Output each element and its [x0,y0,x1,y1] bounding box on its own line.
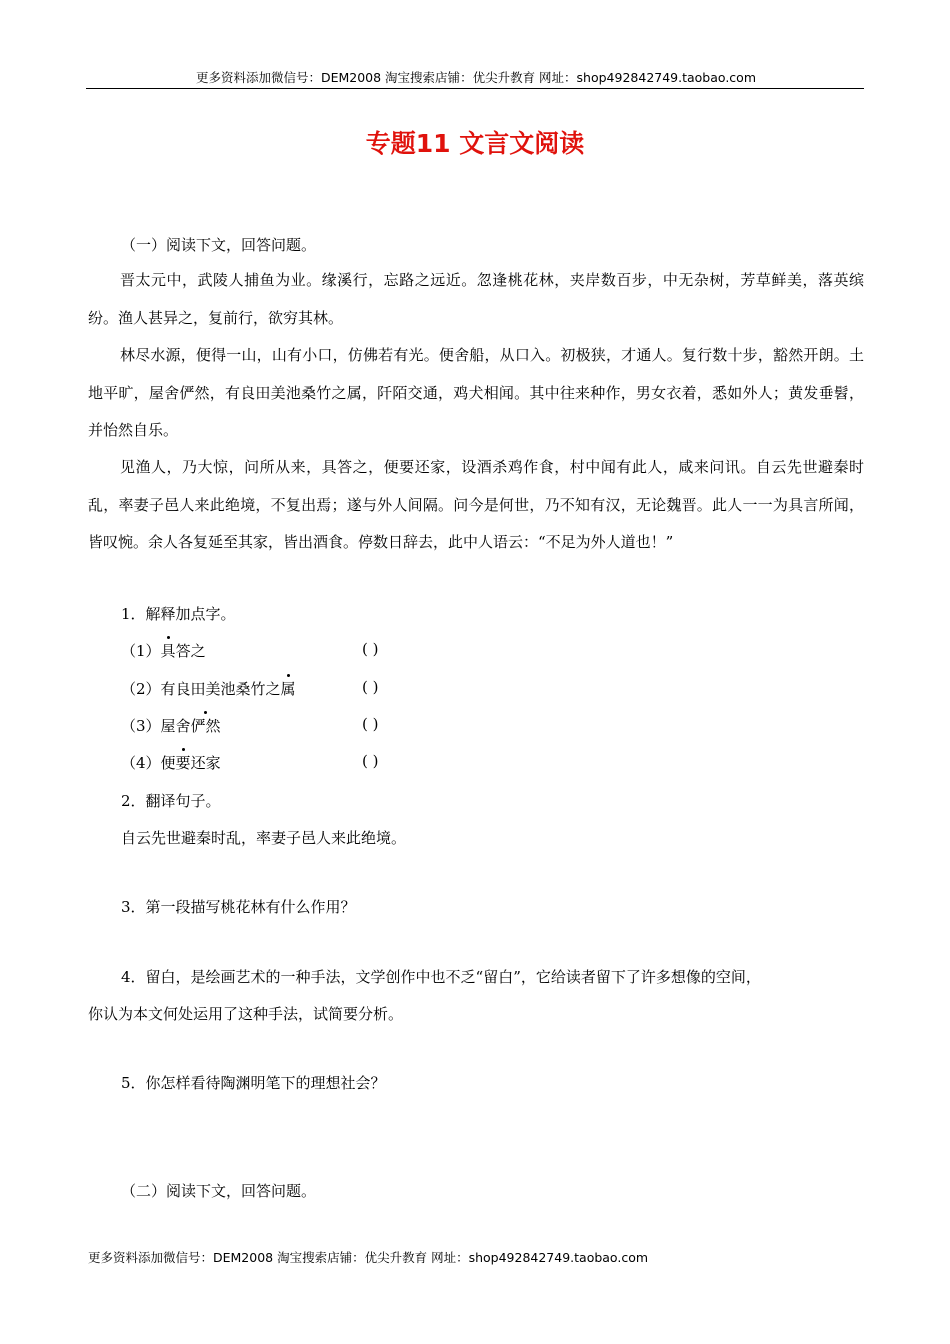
passage-paragraph-1: 晋太元中，武陵人捕鱼为业。缘溪行，忘路之远近。忽逢桃花林，夹岸数百步，中无杂树，芳草鲜美，落英缤纷。渔人甚异之，复前行，欲穷其林。 [88,271,864,327]
q1-item-1-prefix: （1） [121,642,161,660]
q1-item-3-dotted-char: 俨然 [190,717,221,735]
q1-item-1-dotted-char: 具 [160,642,176,660]
question-2-sentence: 自云先世避秦时乱，率妻子邑人来此绝境。 [121,829,407,847]
q1-item-2-answer-blank[interactable]: ( ) [362,678,379,696]
question-3-label: 3．第一段描写桃花林有什么作用？ [121,898,356,916]
q1-item-4-suffix: 还家 [190,754,221,772]
section2-heading: （二）阅读下文，回答问题。 [121,1182,317,1200]
q1-item-2-prefix: （2）有良田美池桑竹之 [121,680,281,698]
page-title: 专题11 文言文阅读 [365,129,585,158]
q1-item-1-answer-blank[interactable]: ( ) [362,640,379,658]
page-footer: 更多资料添加微信号：DEM2008 淘宝搜索店铺：优尖升教育 网址：shop492842749.taobao.com [88,1250,649,1265]
q1-item-2 [121,678,296,699]
q1-item-4-answer-blank[interactable]: ( ) [362,752,379,770]
q1-item-4-prefix: （4）便 [121,754,176,772]
question-2-label: 2．翻译句子。 [121,792,221,810]
q1-item-4-dotted-char: 要 [175,754,191,772]
page-header: 更多资料添加微信号：DEM2008 淘宝搜索店铺：优尖升教育 网址：shop492842749.taobao.com [195,70,757,85]
section1-heading: （一）阅读下文，回答问题。 [121,236,317,254]
header-divider [86,88,864,89]
passage-paragraph-2: 林尽水源，便得一山，山有小口，仿佛若有光。便舍船，从口入。初极狭，才通人。复行数十步，豁然开朗。土地平旷，屋舍俨然，有良田美池桑竹之属，阡陌交通，鸡犬相闻。其中往来种作，男女衣着，悉如外人；黄发垂髫，并怡然自乐。 [88,346,864,439]
question-4-line-1: 4．留白，是绘画艺术的一种手法，文学创作中也不乏“留白”，它给读者留下了许多想像的空间， [121,968,761,986]
q1-item-2-dotted-char: 属 [280,680,296,698]
passage-paragraph-3: 见渔人，乃大惊，问所从来，具答之，便要还家，设酒杀鸡作食，村中闻有此人，咸来问讯。自云先世避秦时乱，率妻子邑人来此绝境，不复出焉；遂与外人间隔。问今是何世，乃不知有汉，无论魏晋。此人一一为具言所闻，皆叹惋。余人各复延至其家，皆出酒食。停数日辞去，此中人语云：“不足为外人道也！” [88,458,864,551]
q1-item-3 [121,715,221,736]
question-5-label: 5．你怎样看待陶渊明笔下的理想社会？ [121,1074,386,1092]
q1-item-1 [121,640,206,661]
q1-item-4 [121,752,221,773]
question-4-line-2: 你认为本文何处运用了这种手法，试简要分析。 [88,1005,404,1023]
q1-item-1-suffix: 答之 [175,642,206,660]
q1-item-3-answer-blank[interactable]: ( ) [362,715,379,733]
q1-item-3-prefix: （3）屋舍 [121,717,191,735]
question-1-label: 1．解释加点字。 [121,605,236,623]
